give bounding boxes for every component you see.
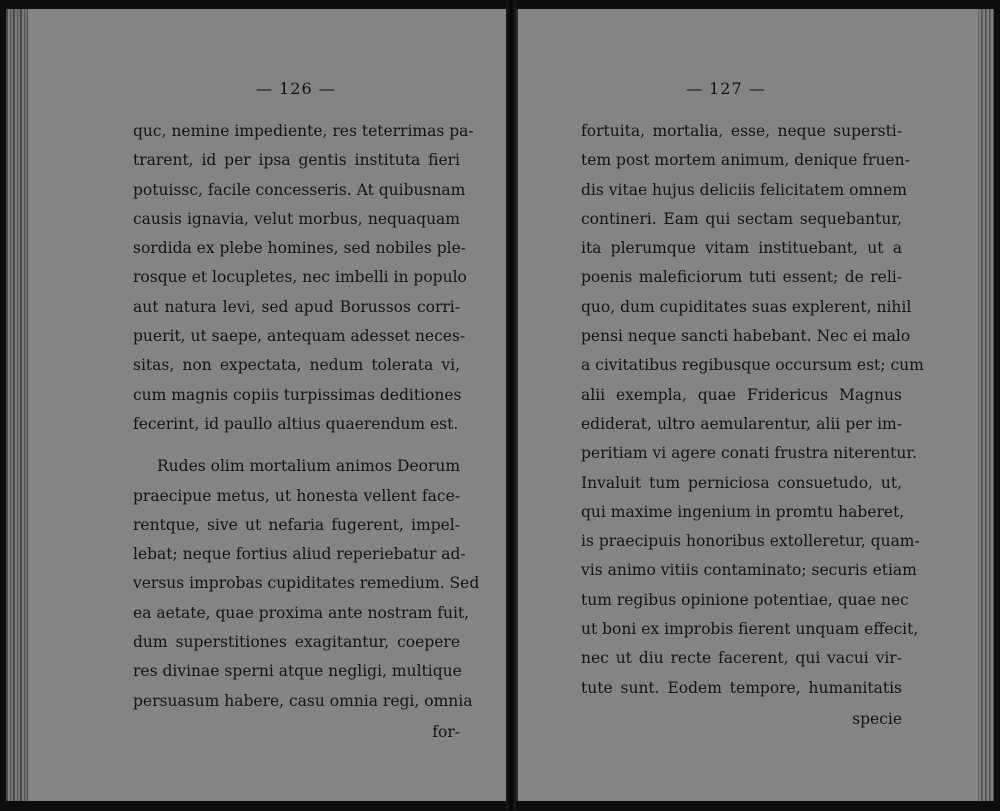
text-line: persuasum habere, casu omnia regi, omnia — [133, 691, 473, 710]
text-line: fortuita, mortalia, esse, neque supersti- — [581, 122, 902, 140]
text-line: ea aetate, quae proxima ante nostram fuit, — [133, 603, 470, 622]
text-line: rentque, sive ut nefaria fugerent, impel- — [133, 515, 460, 534]
text-line: ediderat, ultro aemularentur, alii per im- — [581, 414, 902, 433]
text-line: lebat; neque fortius aliud reperiebatur ad- — [133, 545, 466, 564]
left-page-text — [133, 117, 480, 747]
text-line: fecerint, id paullo altius quaerendum est. — [133, 414, 459, 433]
text-line: puerit, ut saepe, antequam adesset neces- — [133, 327, 466, 346]
text-line: tute sunt. Eodem tempore, humanitatis — [581, 678, 902, 697]
right-page — [516, 9, 994, 801]
text-line: quc, nemine impediente, res teterrimas pa- — [133, 122, 474, 140]
catchword-left: for- — [432, 722, 460, 741]
text-line: res divinae sperni atque negligi, multique — [133, 662, 462, 681]
text-line: dis vitae hujus deliciis felicitatem omnem — [581, 180, 908, 199]
page-number-left: — 126 — — [256, 79, 336, 98]
text-line: aut natura levi, sed apud Borussos corri- — [133, 297, 460, 316]
text-line: trarent, id per ipsa gentis instituta fieri — [133, 151, 460, 170]
text-line: praecipue metus, ut honesta vellent face- — [133, 486, 460, 505]
text-line: vis animo vitiis contaminato; securis etiam — [581, 561, 917, 580]
text-line: Rudes olim mortalium animos Deorum — [157, 457, 461, 476]
page-edge-right — [978, 9, 994, 801]
text-line: qui maxime ingenium in promtu haberet, — [581, 502, 905, 521]
text-line: contineri. Eam qui sectam sequebantur, — [581, 209, 902, 228]
text-line: tem post mortem animum, denique fruen- — [581, 151, 910, 170]
text-line: Invaluit tum perniciosa consuetudo, ut, — [581, 473, 902, 492]
text-line: poenis maleficiorum tuti essent; de reli- — [581, 268, 902, 287]
text-line: alii exempla, quae Fridericus Magnus — [581, 385, 902, 404]
text-line: tum regibus opinione potentiae, quae nec — [581, 590, 909, 609]
text-line: peritiam vi agere conati frustra niterentur. — [581, 444, 917, 463]
page-number-right: — 127 — — [686, 79, 766, 98]
text-line: sitas, non expectata, nedum tolerata vi, — [133, 356, 460, 375]
text-line: quo, dum cupiditates suas explerent, nihil — [581, 297, 912, 316]
catchword-right: specie — [852, 709, 902, 728]
text-line: a civitatibus regibusque occursum est; cum — [581, 356, 924, 375]
text-line: causis ignavia, velut morbus, nequaquam — [133, 209, 460, 228]
book-gutter — [506, 0, 516, 811]
left-page — [6, 9, 508, 801]
text-line: ita plerumque vitam instituebant, ut a — [581, 239, 902, 258]
text-line: dum superstitiones exagitantur, coepere — [133, 633, 460, 652]
text-line: is praecipuis honoribus extolleretur, quam- — [581, 532, 920, 551]
text-line: pensi neque sancti habebant. Nec ei malo — [581, 327, 911, 346]
text-line: rosque et locupletes, nec imbelli in populo — [133, 268, 467, 287]
page-edge-left — [6, 9, 28, 801]
text-line: versus improbas cupiditates remedium. Sed — [133, 574, 480, 593]
text-line: sordida ex plebe homines, sed nobiles ple- — [133, 239, 466, 258]
paragraph-gap — [133, 439, 460, 452]
text-line: cum magnis copiis turpissimas deditiones — [133, 385, 462, 404]
text-line: potuissc, facile concesseris. At quibusnam — [133, 180, 466, 199]
text-line: ut boni ex improbis fierent unquam effecit, — [581, 620, 919, 639]
text-line: nec ut diu recte facerent, qui vacui vir- — [581, 649, 902, 668]
right-page-text — [581, 117, 924, 734]
